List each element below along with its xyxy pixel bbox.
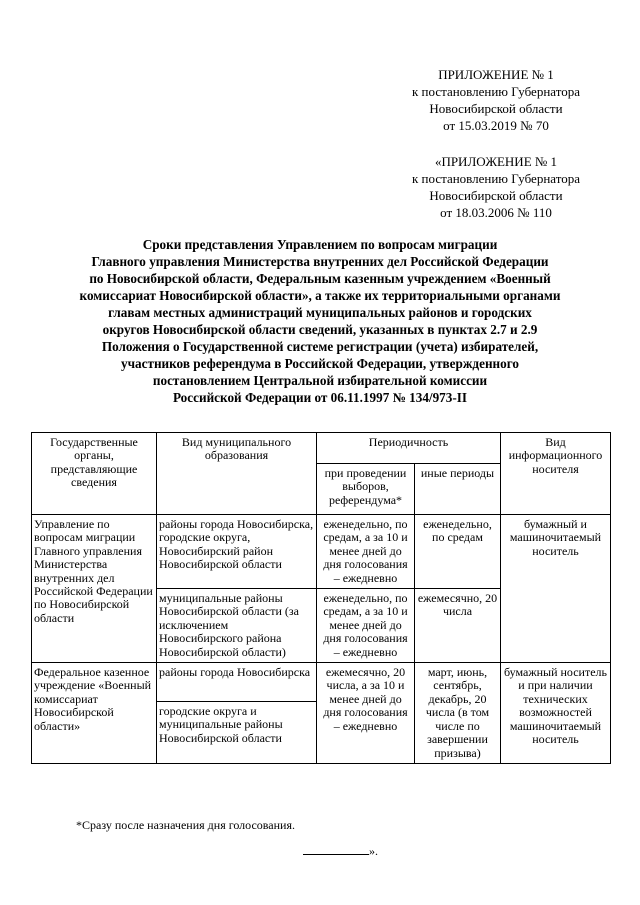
appendix-header-original <box>386 153 606 221</box>
schedule-table <box>31 432 611 764</box>
header-periodicity: Периодичность <box>317 433 501 464</box>
cell-municipality-type: городские округа и муниципальные районы Новосибирской области <box>157 702 317 764</box>
title-line: главам местных администраций муниципальных районов и городских <box>108 305 532 320</box>
document-title <box>60 236 580 406</box>
title-line: Главного управления Министерства внутренних дел Российской Федерации <box>91 254 549 269</box>
title-line: комиссариат Новосибирской области», а также их территориальными органами <box>79 288 561 303</box>
title-line: округов Новосибирской области сведений, указанных в пунктах 2.7 и 2.9 <box>102 322 538 337</box>
title-line: участников референдума в Российской Федерации, утвержденного <box>120 356 519 371</box>
cell-during-elections: ежемесячно, 20 числа, а за 10 и менее дней до дня голосования – ежедневно <box>317 663 415 764</box>
title-line: постановлением Центральной избирательной комиссии <box>152 373 488 388</box>
title-line: Сроки представления Управлением по вопросам миграции <box>142 237 498 252</box>
header-during-elections: при проведении выборов, референдума* <box>317 464 415 515</box>
cell-municipality-type: муниципальные районы Новосибирской области (за исключением Новосибирского района Новосибирской области) <box>157 589 317 663</box>
appendix-header-current <box>386 66 606 134</box>
cell-municipality-type: районы города Новосибирска <box>157 663 317 702</box>
appendix-line: Новосибирской области <box>429 101 563 116</box>
appendix-line: ПРИЛОЖЕНИЕ № 1 <box>438 67 554 82</box>
closing-quote: ». <box>369 844 378 858</box>
appendix-line: к постановлению Губернатора <box>411 84 581 99</box>
cell-during-elections: еженедельно, по средам, а за 10 и менее дней до дня голосования – ежедневно <box>317 589 415 663</box>
appendix-line: к постановлению Губернатора <box>411 171 581 186</box>
table-row <box>32 663 611 702</box>
table-row <box>32 515 611 589</box>
cell-other-periods: еженедельно, по средам <box>415 515 501 589</box>
title-line: Положения о Государственной системе регистрации (учета) избирателей, <box>101 339 539 354</box>
blank-line <box>303 843 369 855</box>
header-municipality-type: Вид муниципального образования <box>157 433 317 515</box>
cell-medium: бумажный и машиночитаемый носитель <box>501 515 611 663</box>
footnote: *Сразу после назначения дня голосования. <box>76 818 295 832</box>
cell-during-elections: еженедельно, по средам, а за 10 и менее дней до дня голосования – ежедневно <box>317 515 415 589</box>
appendix-line: «ПРИЛОЖЕНИЕ № 1 <box>434 154 558 169</box>
appendix-line: от 18.03.2006 № 110 <box>440 205 552 220</box>
title-line: Российской Федерации от 06.11.1997 № 134/973-II <box>172 390 468 405</box>
header-org: Государственные органы, представляющие сведения <box>32 433 157 515</box>
header-medium: Вид информационного носителя <box>501 433 611 515</box>
cell-municipality-type: районы города Новосибирска, городские округа, Новосибирский район Новосибирской области <box>157 515 317 589</box>
cell-org: Федеральное казенное учреждение «Военный комиссариат Новосибирской области» <box>32 663 157 764</box>
cell-org: Управление по вопросам миграции Главного управления Министерства внутренних дел Российской Федерации по Новосибирской области <box>32 515 157 663</box>
appendix-line: от 15.03.2019 № 70 <box>443 118 549 133</box>
cell-medium: бумажный носитель и при наличии технических возможностей машиночитаемый носитель <box>501 663 611 764</box>
header-other-periods: иные периоды <box>415 464 501 515</box>
cell-other-periods: март, июнь, сентябрь, декабрь, 20 числа (в том числе по завершении призыва) <box>415 663 501 764</box>
title-line: по Новосибирской области, Федеральным казенным учреждением «Военный <box>89 271 551 286</box>
table-header-row <box>32 433 611 464</box>
cell-other-periods: ежемесячно, 20 числа <box>415 589 501 663</box>
closing-mark <box>303 843 378 859</box>
appendix-line: Новосибирской области <box>429 188 563 203</box>
